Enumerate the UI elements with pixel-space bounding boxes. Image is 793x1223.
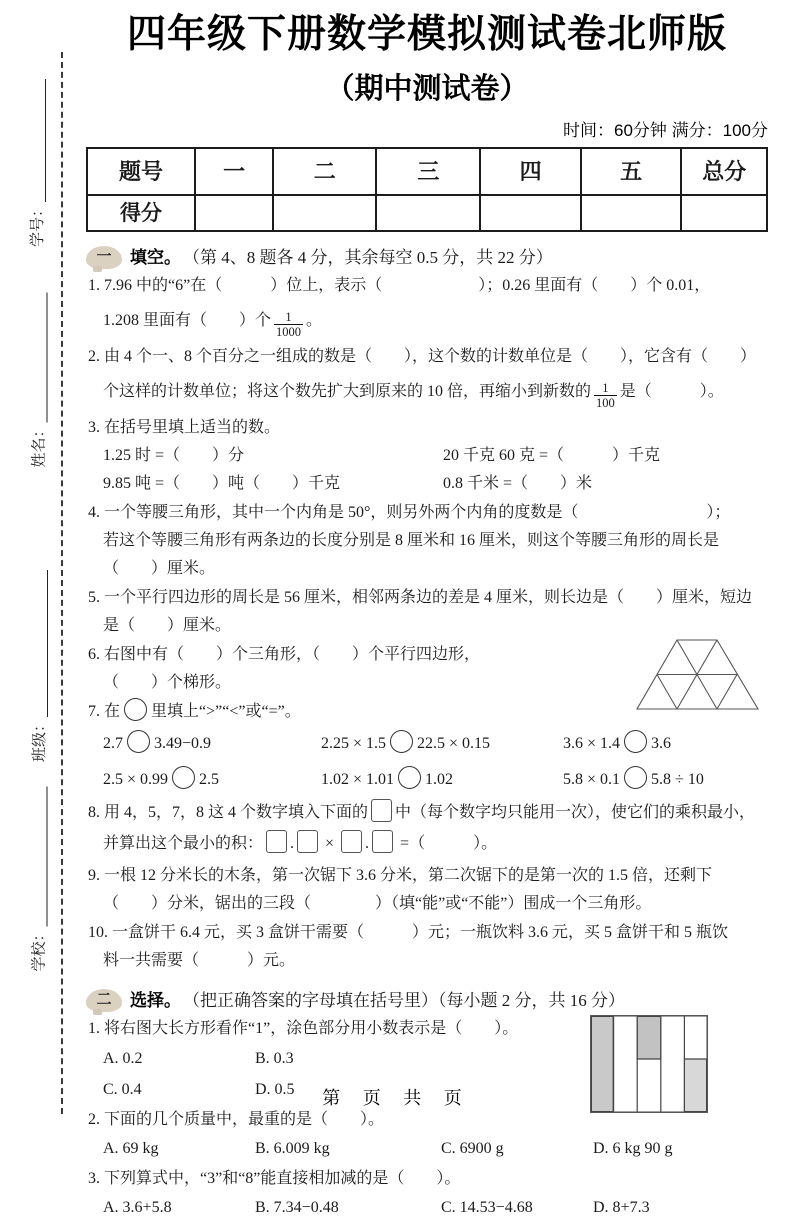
- compare-circle-icon: [172, 766, 195, 789]
- choice-q3-option-a: A. 3.6+5.8: [103, 1199, 172, 1216]
- fill-question-4: [86, 499, 768, 583]
- fill-question-6: [86, 641, 768, 697]
- fill-q5-line1: 5. 一个平行四边形的周长是 56 厘米，相邻两条边的差是 4 厘米，则长边是（ ）厘米，短边: [88, 589, 753, 606]
- fill-q3-item-2: 20 千克 60 克 =（ ）千克: [443, 447, 661, 464]
- choice-q3-option-c: C. 14.53−4.68: [441, 1199, 533, 1216]
- fill-q7-row1: [86, 726, 768, 762]
- fill-q7-intro-pre: 7. 在: [88, 703, 121, 720]
- score-cell-3: [376, 195, 480, 231]
- section-1-note: （第 4、8 题各 4 分，其余每空 0.5 分，共 22 分）: [183, 248, 553, 267]
- score-table-score-row: [87, 195, 767, 231]
- fill-q1-line2-suffix: 。: [306, 312, 323, 329]
- choice-q2-option-b: B. 6.009 kg: [255, 1140, 330, 1157]
- student-name-field: [23, 293, 57, 468]
- fill-q3-row2: [86, 470, 768, 498]
- paper-main-column: [86, 10, 768, 1223]
- student-id-blank-line: [31, 79, 46, 202]
- choice-q1-option-a: A. 0.2: [103, 1050, 143, 1067]
- score-cell-4: [480, 195, 581, 231]
- paper-subtitle: （期中测试卷）: [325, 73, 529, 105]
- section-2-title: 选择。: [130, 991, 181, 1010]
- choice-q1-option-c: C. 0.4: [103, 1081, 142, 1098]
- fill-question-5: [86, 584, 768, 640]
- fill-q10-line1: 10. 一盒饼干 6.4 元，买 3 盒饼干需要（ ）元；一瓶饮料 3.6 元，买 5 盒饼干和 5 瓶饮: [88, 924, 729, 941]
- student-name-label: 姓名：: [31, 422, 48, 468]
- fill-question-9: [86, 862, 768, 918]
- fill-q7-intro-suf: 里填上“>”“<”或“=”。: [151, 703, 301, 720]
- choice-q1-option-d: D. 0.5: [255, 1081, 295, 1098]
- score-row-label: 得分: [87, 195, 195, 231]
- choice-q3-option-b: B. 7.34−0.48: [255, 1199, 339, 1216]
- choice-q1-option-b: B. 0.3: [255, 1050, 294, 1067]
- fill-q3-item-1: 1.25 时 =（ ）分: [103, 447, 245, 464]
- paper-title: 四年级下册数学模拟测试卷北师版: [126, 13, 727, 56]
- class-field: [23, 570, 57, 762]
- score-table-col-total: 总分: [681, 148, 767, 195]
- compare-circle-icon: [390, 730, 413, 753]
- fill-q7-row2: [86, 762, 768, 798]
- fill-q2-line2-text: 个这样的计数单位；将这个数先扩大到原来的 10 倍，再缩小到新数的: [103, 383, 592, 400]
- fill-q6-line1: 6. 右图中有（ ）个三角形，（ ）个平行四边形，: [88, 646, 481, 663]
- score-table-corner: 题号: [87, 148, 195, 195]
- digit-box-icon: [371, 799, 392, 822]
- digit-box-icon: [266, 830, 287, 853]
- fill-q6-line2: （ ）个梯形。: [103, 674, 232, 691]
- choice-q3-text: 3. 下列算式中，“3”和“8”能直接相加减的是（ ）。: [88, 1170, 461, 1187]
- student-id-field: [21, 79, 55, 247]
- compare-item-4: 2.5 × 0.99 2.5: [103, 762, 321, 798]
- choice-q2-option-a: A. 69 kg: [103, 1140, 159, 1157]
- score-cell-5: [581, 195, 682, 231]
- choice-q3-option-d: D. 8+7.3: [593, 1199, 650, 1216]
- fill-q1-line2-text: 1.208 里面有（ ）个: [103, 312, 272, 329]
- section-1-header: [86, 244, 768, 271]
- choice-q1-options-row1: [86, 1043, 423, 1074]
- school-label: 学校：: [31, 926, 48, 972]
- page-footer: 第 页 共 页: [322, 1088, 471, 1108]
- fill-q3-row1: [86, 442, 768, 470]
- fill-question-7: [86, 698, 768, 798]
- fill-question-3: [86, 414, 768, 498]
- digit-box-icon: [297, 830, 318, 853]
- fill-question-8: [86, 799, 768, 861]
- compare-circle-icon: [127, 730, 150, 753]
- fill-q4-line2: 若这个等腰三角形有两条边的长度分别是 8 厘米和 16 厘米，则这个等腰三角形的周长是: [103, 532, 720, 549]
- fill-q9-line2: （ ）分米，锯出的三段（ ）（填“能”或“不能”）围成一个三角形。: [103, 895, 652, 912]
- score-table-header-row: [87, 148, 767, 195]
- fraction-1-1000: $\frac{1}{1000}$: [276, 309, 302, 339]
- fill-q8-line1: 8. 用 4，5，7，8 这 4 个数字填入下面的 中（每个数字均只能用一次），使它们的乘积最小，: [86, 799, 768, 827]
- student-id-label: 学号：: [30, 201, 46, 247]
- compare-circle-icon: [624, 730, 647, 753]
- score-cell-2: [273, 195, 376, 231]
- fill-q10-line2: 料一共需要（ ）元。: [103, 952, 296, 969]
- fill-q3-item-3: 9.85 吨 =（ ）吨（ ）千克: [103, 475, 341, 492]
- fill-q5-line2: 是（ ）厘米。: [103, 617, 232, 634]
- compare-circle-icon: [624, 766, 647, 789]
- digit-box-icon: [372, 830, 393, 853]
- section-2-badge-icon: 二: [86, 989, 122, 1012]
- time-score-info: 时间：60分钟 满分：100分: [563, 121, 768, 140]
- section-2-note: （把正确答案的字母填在括号里）（每小题 2 分，共 16 分）: [183, 991, 625, 1010]
- score-table-col-5: 五: [581, 148, 682, 195]
- choice-q2-option-d: D. 6 kg 90 g: [593, 1140, 673, 1157]
- score-cell-total: [681, 195, 767, 231]
- compare-item-3: 3.6 × 1.4 3.6: [563, 726, 768, 762]
- fill-q4-line3: （ ）厘米。: [103, 560, 216, 577]
- section-1-badge-icon: 一: [86, 246, 122, 269]
- section-2-header: [86, 987, 768, 1014]
- fill-question-2: [86, 343, 768, 413]
- fill-q2-line2: [86, 371, 768, 413]
- choice-q3-options: [86, 1193, 768, 1223]
- fill-q3-item-4: 0.8 千米 =（ ）米: [443, 475, 593, 492]
- fill-q2-line2-suffix: 是（ ）。: [619, 383, 724, 400]
- choice-question-3: [86, 1165, 768, 1223]
- student-name-blank-line: [32, 293, 47, 423]
- fraction-1-100: $\frac{1}{100}$: [596, 380, 615, 410]
- compare-circle-icon: [398, 766, 421, 789]
- section-1-title: 填空。: [130, 248, 181, 267]
- score-table-col-3: 三: [376, 148, 480, 195]
- fill-question-1: [86, 272, 768, 342]
- fill-q9-line1: 9. 一根 12 分米长的木条，第一次锯下 3.6 分米，第二次锯下的是第一次的 1.5 倍，还剩下: [88, 867, 713, 884]
- choice-q1-text: 1. 将右图大长方形看作“1”，涂色部分用小数表示是（ ）。: [88, 1020, 519, 1037]
- score-table-col-1: 一: [195, 148, 273, 195]
- fill-q1-line1: 1. 7.96 中的“6”在（ ）位上，表示（ ）；0.26 里面有（ ）个 0.01，: [88, 277, 711, 294]
- fill-question-10: [86, 919, 768, 975]
- fill-q3-intro: 3. 在括号里填上适当的数。: [88, 419, 281, 436]
- score-table-col-2: 二: [273, 148, 376, 195]
- compare-item-1: 2.7 3.49−0.9: [103, 726, 321, 762]
- choice-q2-text: 2. 下面的几个质量中，最重的是（ ）。: [88, 1111, 385, 1128]
- fill-q4-line1: 4. 一个等腰三角形，其中一个内角是 50°，则另外两个内角的度数是（ ）；: [88, 504, 731, 521]
- compare-item-6: 5.8 × 0.1 5.8 ÷ 10: [563, 762, 768, 798]
- sidebar-dashed-divider: [61, 52, 63, 1114]
- score-cell-1: [195, 195, 273, 231]
- choice-q2-options: [86, 1134, 768, 1164]
- compare-item-2: 2.25 × 1.5 22.5 × 0.15: [321, 726, 563, 762]
- compare-item-5: 1.02 × 1.01 1.02: [321, 762, 563, 798]
- choice-q2-option-c: C. 6900 g: [441, 1140, 504, 1157]
- choice-question-2: [86, 1106, 768, 1164]
- trapezoid-triangles-figure: [634, 637, 762, 713]
- school-blank-line: [32, 787, 47, 927]
- fill-q8-line2: 并算出这个最小的积： . × . =（ ）。: [86, 827, 768, 861]
- fill-q1-line2: [86, 300, 768, 342]
- class-label: 班级：: [32, 716, 48, 762]
- fill-q2-line1: 2. 由 4 个一、8 个百分之一组成的数是（ ），这个数的计数单位是（ ），它含有（ ）: [88, 348, 757, 365]
- digit-box-icon: [341, 830, 362, 853]
- score-table: [86, 147, 768, 232]
- compare-circle-icon: [124, 698, 147, 721]
- school-field: [23, 787, 57, 972]
- class-blank-line: [33, 570, 48, 717]
- score-table-col-4: 四: [480, 148, 581, 195]
